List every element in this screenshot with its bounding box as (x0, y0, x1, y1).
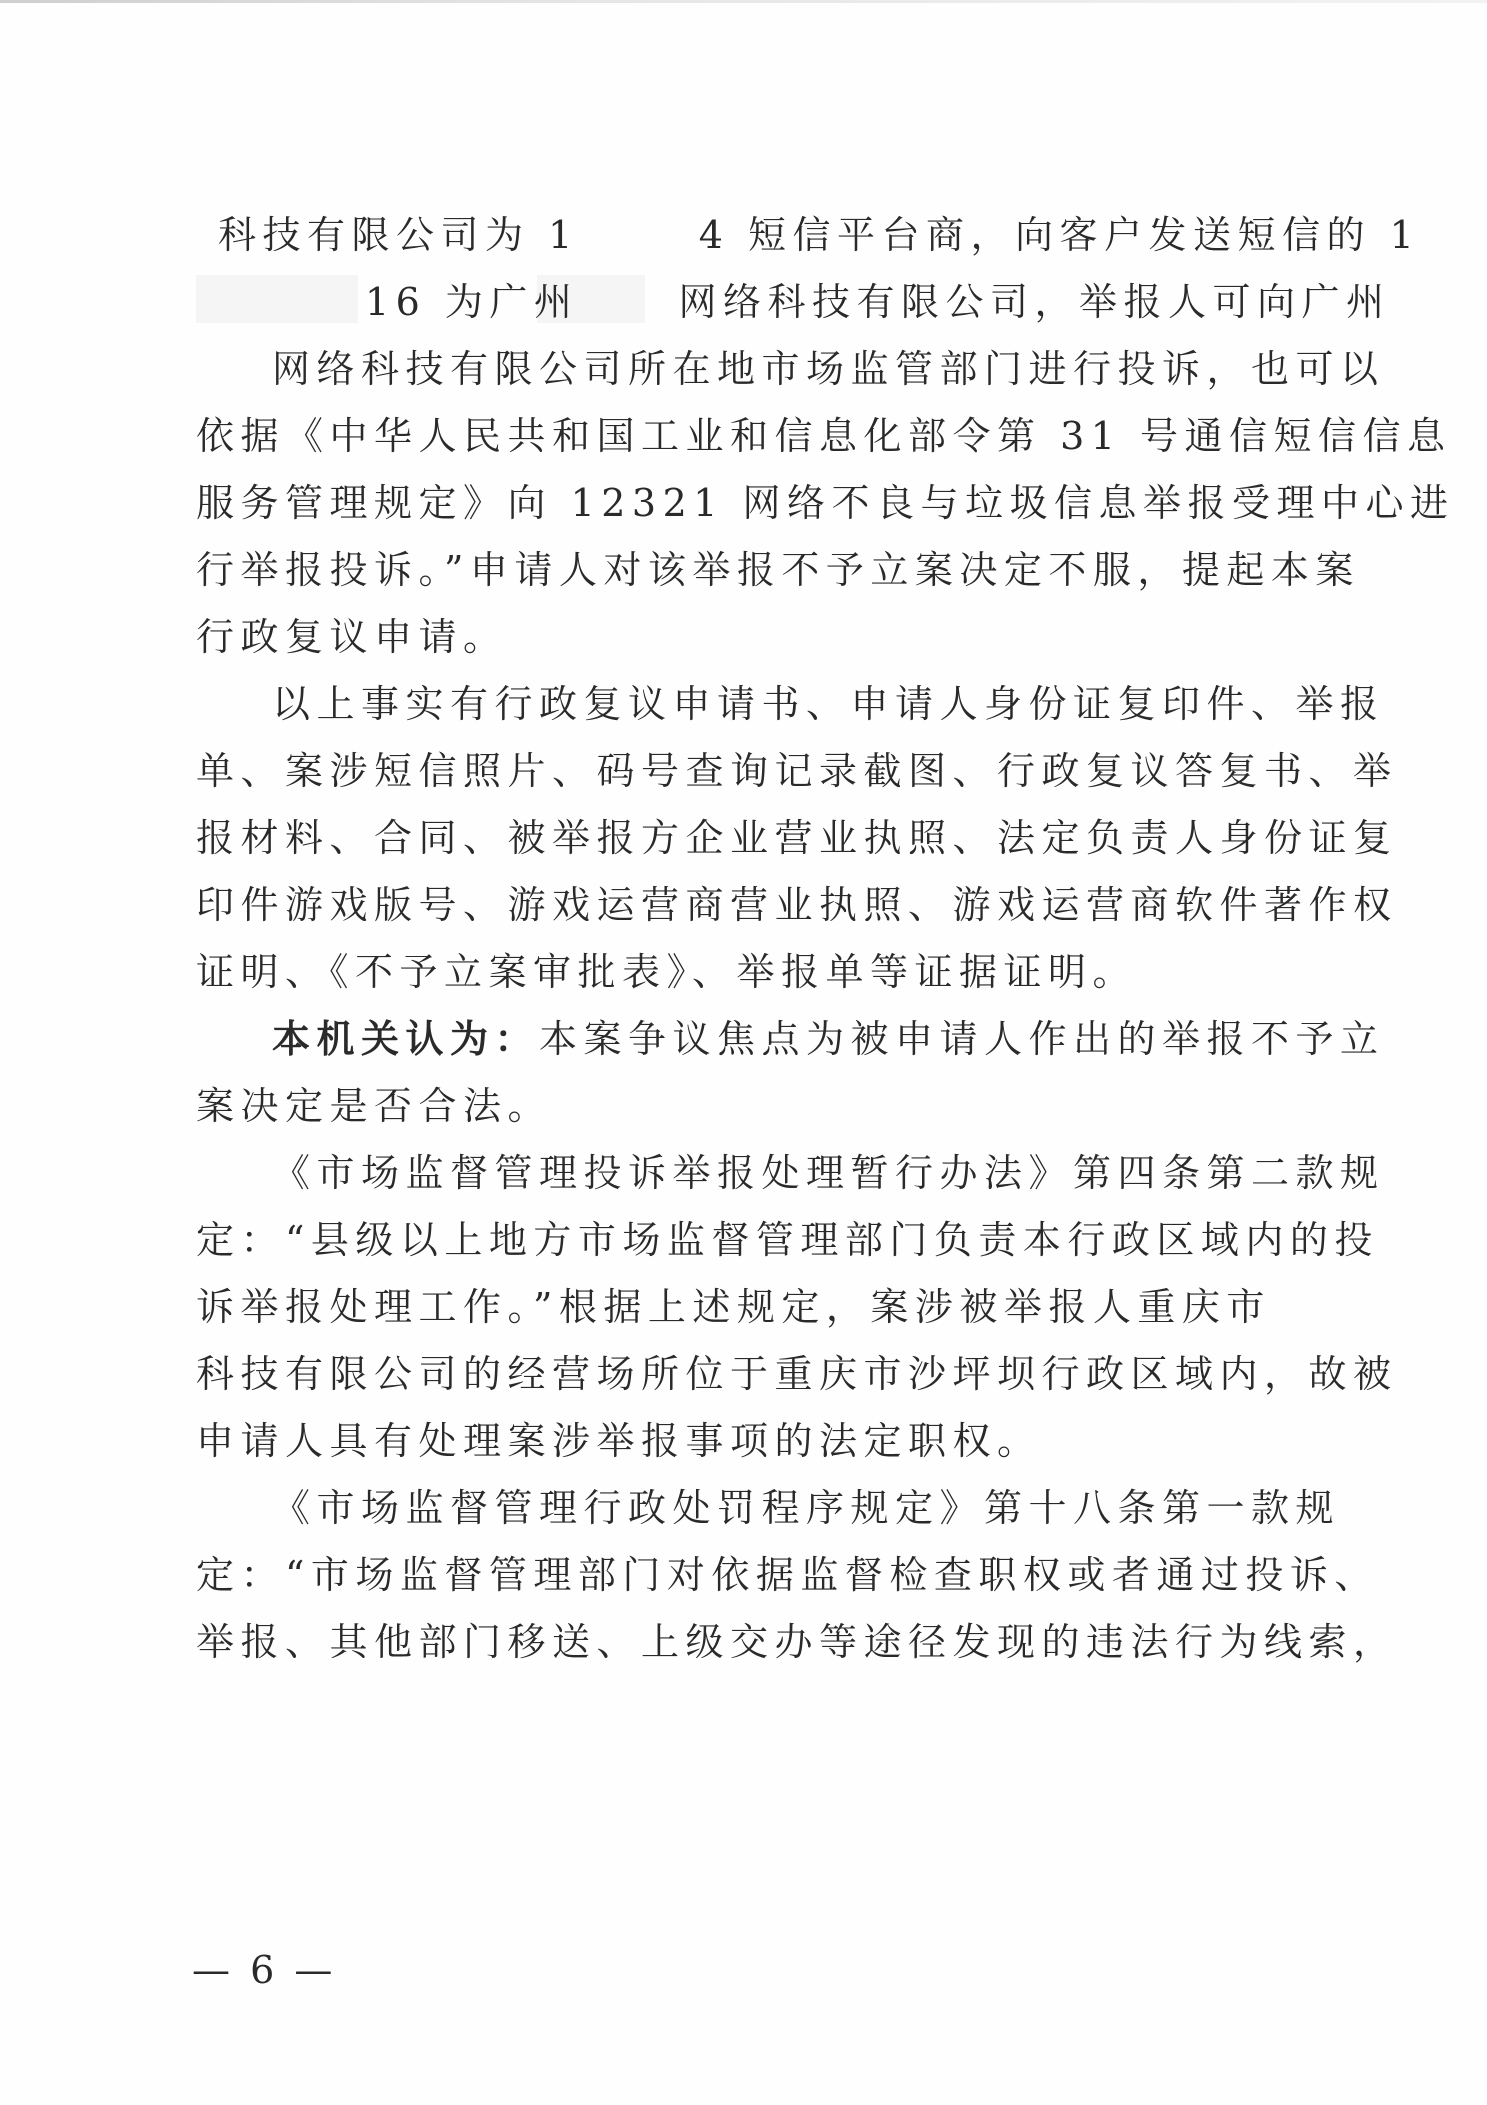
text-line-12: 证明、《不予立案审批表》、举报单等证据证明。 (196, 950, 1138, 994)
text-segment: 16 为广州 (365, 280, 579, 324)
text-segment: 4 短信平台商，向客户发送短信的 1 (698, 213, 1421, 257)
text-line-16: 定：“县级以上地方市场监督管理部门负责本行政区域内的投 (196, 1218, 1379, 1262)
text-line-6: 行举报投诉。”申请人对该举报不予立案决定不服，提起本案 (196, 548, 1360, 592)
redaction-block (196, 275, 358, 323)
text-line-15: 《市场监督管理投诉举报处理暂行办法》第四条第二款规 (272, 1151, 1385, 1195)
bold-lead-in: 本机关认为： (272, 1016, 540, 1061)
text-segment: 科技有限公司为 1 (218, 213, 579, 257)
text-line-14: 案决定是否合法。 (196, 1084, 553, 1128)
page-number: — 6 — (192, 1948, 337, 1992)
text-line-22: 举报、其他部门移送、上级交办等途径发现的违法行为线索， (196, 1620, 1398, 1664)
text-line-21: 定：“市场监督管理部门对依据监督检查职权或者通过投诉、 (196, 1553, 1379, 1597)
text-line-1 (218, 200, 1421, 270)
text-line-9: 单、案涉短信照片、码号查询记录截图、行政复议答复书、举 (196, 749, 1398, 793)
text-line-17: 诉举报处理工作。”根据上述规定，案涉被举报人重庆市 (196, 1285, 1271, 1329)
text-line-11: 印件游戏版号、游戏运营商营业执照、游戏运营商软件著作权 (196, 883, 1398, 927)
text-line-18: 科技有限公司的经营场所位于重庆市沙坪坝行政区域内，故被 (196, 1352, 1398, 1396)
text-line-5: 服务管理规定》向 12321 网络不良与垃圾信息举报受理中心进 (196, 481, 1455, 525)
text-line-10: 报材料、合同、被举报方企业营业执照、法定负责人身份证复 (196, 816, 1398, 860)
text-line-13 (272, 1004, 1385, 1074)
text-segment: 本案争议焦点为被申请人作出的举报不予立 (539, 1017, 1385, 1061)
text-line-7: 行政复议申请。 (196, 615, 508, 659)
text-line-19: 申请人具有处理案涉举报事项的法定职权。 (196, 1419, 1042, 1463)
text-line-20: 《市场监督管理行政处罚程序规定》第十八条第一款规 (272, 1486, 1341, 1530)
text-line-3: 网络科技有限公司所在地市场监管部门进行投诉，也可以 (272, 347, 1385, 391)
text-line-2 (365, 267, 1391, 337)
text-segment: 网络科技有限公司，举报人可向广州 (678, 280, 1391, 324)
text-line-8: 以上事实有行政复议申请书、申请人身份证复印件、举报 (272, 682, 1385, 726)
scan-edge (0, 0, 1487, 3)
text-line-4: 依据《中华人民共和国工业和信息化部令第 31 号通信短信信息 (196, 414, 1452, 458)
